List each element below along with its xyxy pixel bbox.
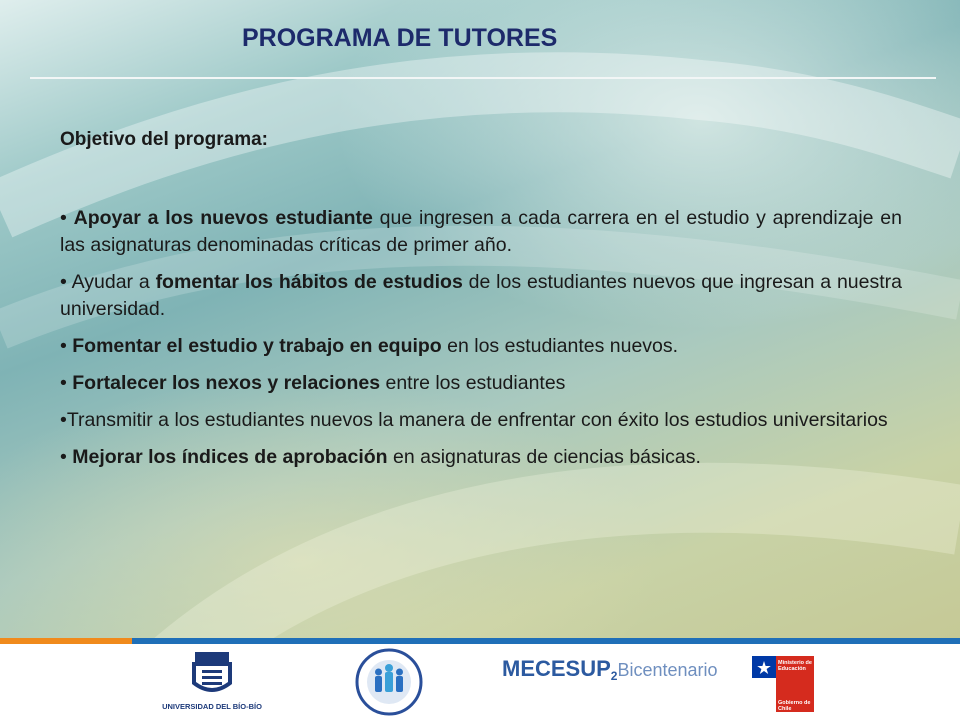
bullet-item: [60, 269, 902, 323]
bullet-bold: Fortalecer los nexos y relaciones: [72, 372, 381, 394]
page-title: PROGRAMA DE TUTORES: [242, 24, 558, 52]
mecesup-label: MECESUP: [502, 656, 611, 681]
bullet-bold: Mejorar los índices de aprobación: [72, 446, 388, 468]
bullet-marker: •: [60, 446, 73, 468]
ministerio-logo: [752, 656, 814, 712]
gobierno-label: Gobierno de Chile: [778, 700, 811, 712]
bullet-text-pre: Ayudar a: [71, 271, 156, 293]
bullet-text: que ingresen a cada carrera en el estudio y aprendizaje en las asignaturas denominadas críticas de primer año.: [60, 207, 902, 256]
bullet-bold: Fomentar el estudio y trabajo en equipo: [72, 335, 442, 357]
bullet-bold: fomentar los hábitos de estudios: [155, 271, 463, 293]
bullet-item: [60, 205, 902, 259]
bullet-marker: •: [60, 335, 73, 357]
slide-content: [60, 126, 902, 481]
bullet-marker: •: [60, 207, 74, 229]
bicentenario-label: Bicentenario: [617, 660, 718, 680]
bullet-item: [60, 370, 902, 397]
bullet-bold: Apoyar a los nuevos estudiante: [73, 207, 373, 229]
programa-politicas-seal-icon: [354, 648, 424, 716]
ubb-label: UNIVERSIDAD DEL BÍO-BÍO: [162, 702, 262, 711]
bullet-item: •Transmitir a los estudiantes nuevos la manera de enfrentar con éxito los estudios universitarios: [60, 409, 888, 431]
bullet-item: [60, 444, 902, 471]
ubb-logo: [162, 650, 262, 716]
footer-logos: [0, 644, 960, 720]
bullet-marker: •: [60, 372, 73, 394]
title-divider: [30, 77, 936, 79]
mecesup-subscript: 2: [610, 669, 618, 684]
bullet-text: entre los estudiantes: [380, 372, 566, 394]
bullet-text: en asignaturas de ciencias básicas.: [387, 446, 701, 468]
bullet-text: de los estudiantes nuevos que ingresan a nuestra universidad.: [60, 271, 902, 320]
bullet-item: [60, 333, 902, 360]
section-subtitle: Objetivo del programa:: [60, 129, 268, 150]
ubb-shield-icon: [162, 650, 262, 702]
ministerio-label: Ministerio de Educación: [778, 660, 812, 672]
bullet-marker: •: [60, 271, 72, 293]
programa-politicas-logo: [354, 648, 424, 716]
mecesup-logo: [502, 656, 718, 696]
bullet-text: en los estudiantes nuevos.: [441, 335, 679, 357]
